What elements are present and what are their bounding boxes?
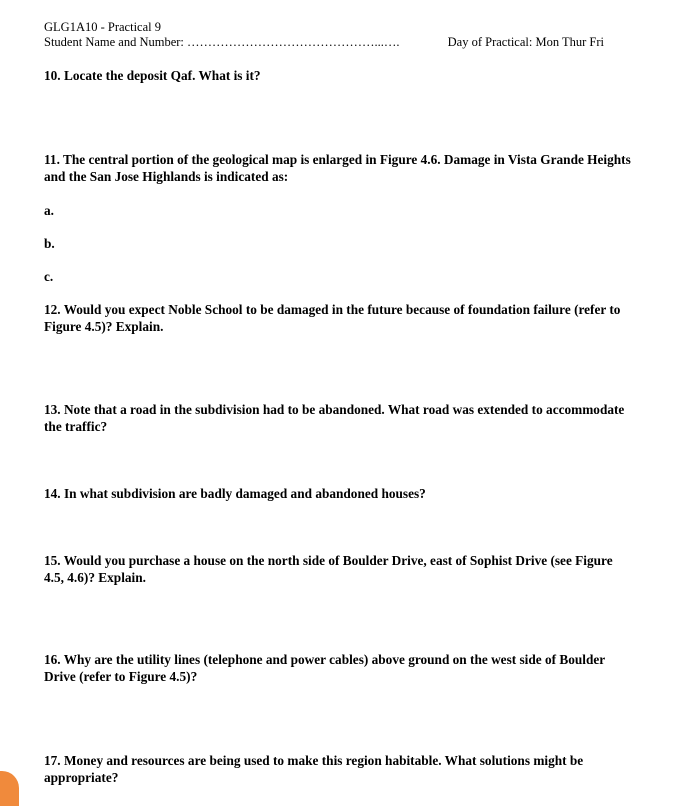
- question-11-option-c: c.: [44, 269, 54, 284]
- side-tab[interactable]: [0, 771, 19, 806]
- course-title: GLG1A10 - Practical 9: [44, 20, 161, 34]
- question-11-option-b: b.: [44, 236, 55, 251]
- question-13: 13. Note that a road in the subdivision had to be abandoned. What road was extended to accommodate the traffic?: [44, 402, 625, 434]
- practical-day-line: Day of Practical: Mon Thur Fri: [447, 35, 604, 49]
- question-14: 14. In what subdivision are badly damaged and abandoned houses?: [44, 486, 426, 501]
- question-11-option-a: a.: [44, 203, 54, 218]
- header-info-row: [44, 35, 604, 50]
- question-15: 15. Would you purchase a house on the north side of Boulder Drive, east of Sophist Drive (see Figure 4.5, 4.6)? Explain.: [44, 553, 613, 585]
- question-12: 12. Would you expect Noble School to be damaged in the future because of foundation failure (refer to Figure 4.5)? Explain.: [44, 302, 621, 334]
- question-10: 10. Locate the deposit Qaf. What is it?: [44, 68, 261, 83]
- question-11: 11. The central portion of the geological map is enlarged in Figure 4.6. Damage in Vista Grande Heights and the San Jose Highlands is indicated as:: [44, 152, 631, 184]
- question-17: 17. Money and resources are being used to make this region habitable. What solutions might be appropriate?: [44, 753, 584, 785]
- document-header: [44, 20, 604, 50]
- student-name-line: Student Name and Number: ………………………………………...….: [44, 35, 400, 49]
- question-16: 16. Why are the utility lines (telephone and power cables) above ground on the west side of Boulder Drive (refer to Figure 4.5)?: [44, 652, 605, 684]
